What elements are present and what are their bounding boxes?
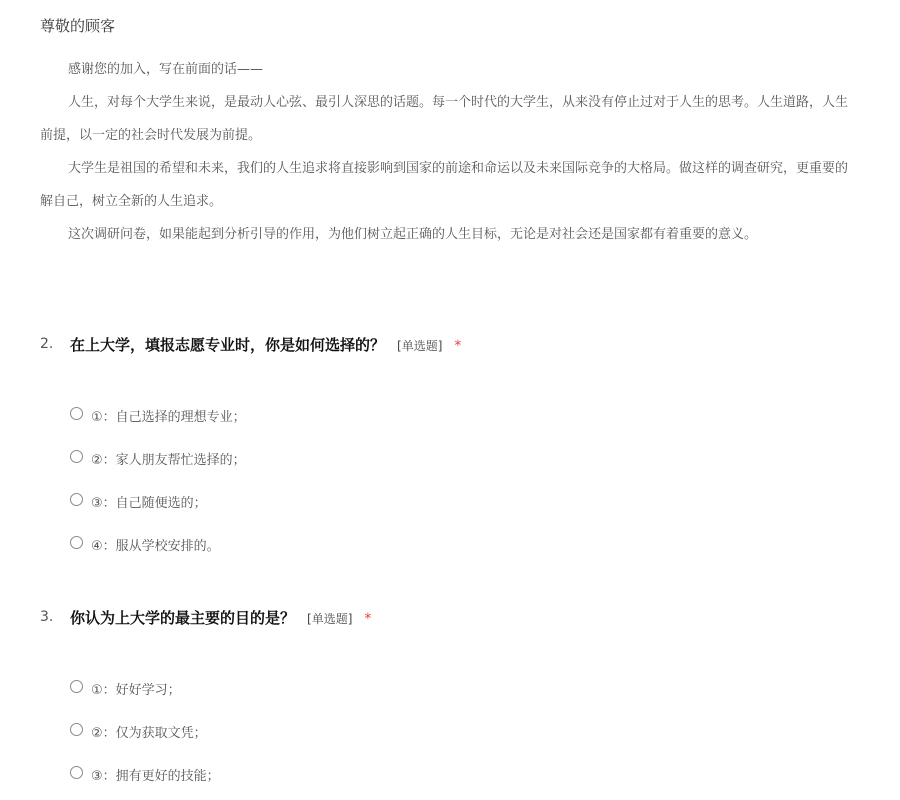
- option-label[interactable]: ④：服从学校安排的。: [91, 539, 220, 554]
- radio-option[interactable]: [70, 449, 246, 468]
- radio-option[interactable]: [70, 722, 207, 741]
- question-number: 3.: [40, 609, 54, 625]
- intro-line: 解自己，树立全新的人生追求。: [40, 194, 223, 209]
- required-asterisk: *: [364, 611, 372, 627]
- question-type-badge: [单选题]: [307, 612, 353, 626]
- radio-option[interactable]: [70, 492, 207, 511]
- radio-button[interactable]: [70, 766, 83, 779]
- intro-line: 人生，对每个大学生来说，是最动人心弦、最引人深思的话题。每一个时代的大学生，从来没有停止过对于人生的思考。人生道路，人生: [68, 95, 849, 110]
- option-label[interactable]: ③：拥有更好的技能；: [91, 769, 220, 784]
- intro-line: 这次调研问卷，如果能起到分析引导的作用，为他们树立起正确的人生目标，无论是对社会还是国家都有着重要的意义。: [68, 227, 758, 242]
- radio-button[interactable]: [70, 680, 83, 693]
- option-label[interactable]: ②：仅为获取文凭；: [91, 726, 207, 741]
- intro-line: 大学生是祖国的希望和未来，我们的人生追求将直接影响到国家的前途和命运以及未来国际竞争的大格局。做这样的调查研究，更重要的: [68, 161, 849, 176]
- intro-line: 感谢您的加入，写在前面的话——: [68, 62, 264, 77]
- radio-button[interactable]: [70, 493, 83, 506]
- intro-title: 尊敬的顾客: [40, 17, 116, 35]
- radio-button[interactable]: [70, 407, 83, 420]
- option-label[interactable]: ③：自己随便选的；: [91, 496, 207, 511]
- option-label[interactable]: ②：家人朋友帮忙选择的；: [91, 453, 246, 468]
- radio-option[interactable]: [70, 535, 220, 554]
- question-number: 2.: [40, 336, 54, 352]
- question-title: [70, 607, 371, 628]
- radio-button[interactable]: [70, 450, 83, 463]
- radio-option[interactable]: [70, 406, 246, 425]
- option-label[interactable]: ①：自己选择的理想专业；: [91, 410, 246, 425]
- radio-option[interactable]: [70, 679, 181, 698]
- intro-line: 前提，以一定的社会时代发展为前提。: [40, 128, 262, 143]
- question-text: 你认为上大学的最主要的目的是？: [70, 609, 296, 627]
- option-label[interactable]: ①：好好学习；: [91, 683, 181, 698]
- radio-option[interactable]: [70, 765, 220, 784]
- radio-button[interactable]: [70, 723, 83, 736]
- question-type-badge: [单选题]: [397, 339, 443, 353]
- question-title: [70, 334, 461, 355]
- question-text: 在上大学，填报志愿专业时，你是如何选择的？: [70, 336, 386, 354]
- radio-button[interactable]: [70, 536, 83, 549]
- required-asterisk: *: [454, 338, 462, 354]
